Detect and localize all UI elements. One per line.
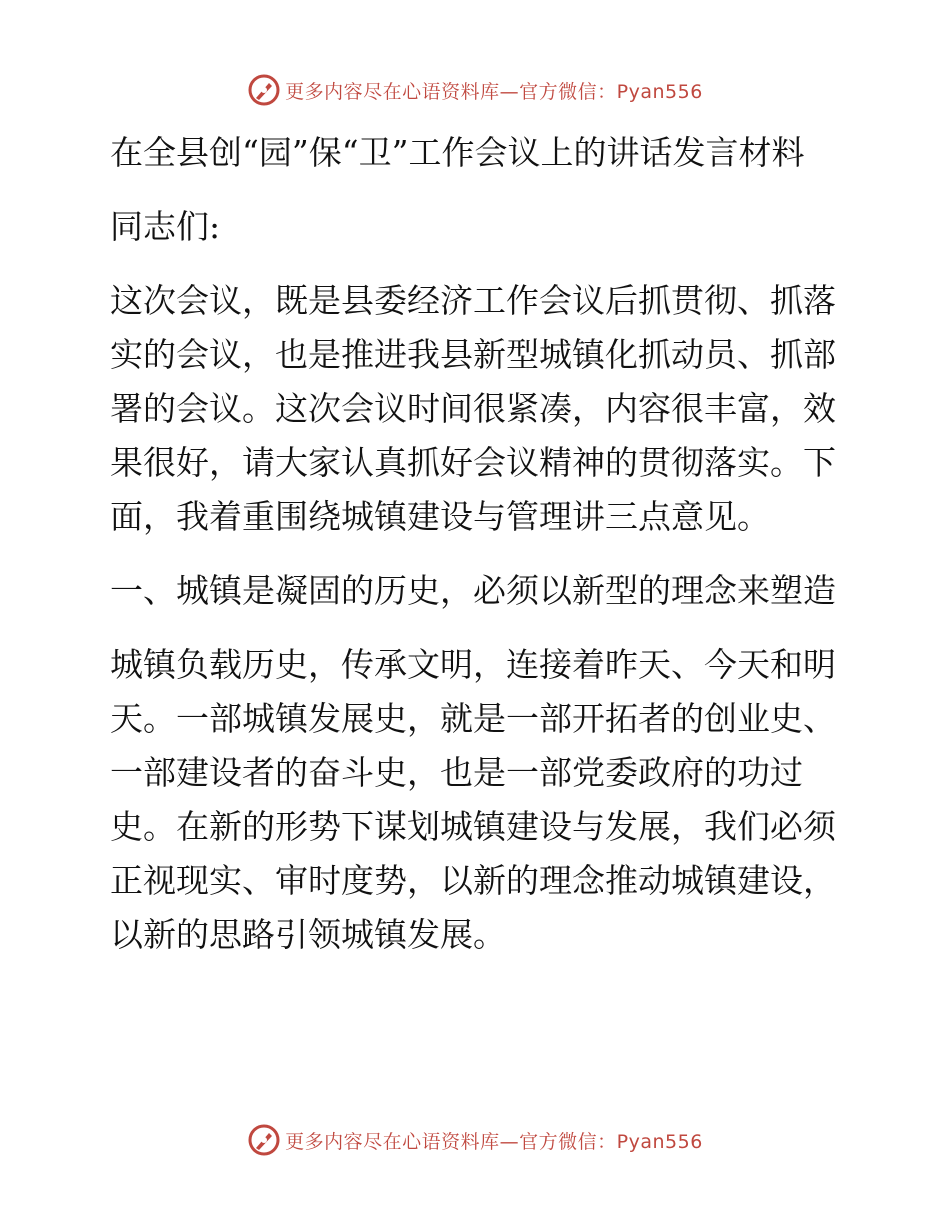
section-heading-1: 一、城镇是凝固的历史，必须以新型的理念来塑造 [110,571,836,610]
pen-circle-logo-icon [247,73,281,107]
document-title: 在全县创“园”保“卫”工作会议上的讲话发言材料 [110,133,805,172]
header-watermark-text: 更多内容尽在心语资料库—官方微信：Pyan556 [285,80,703,103]
footer-watermark-banner [0,1120,950,1160]
paragraph-2: 城镇负载历史，传承文明，连接着昨天、今天和明天。一部城镇发展史，就是一部开拓者的创业史、一部建设者的奋斗史，也是一部党委政府的功过史。在新的形势下谋划城镇建设与发展，我们必须正视现实、审时度势，以新的理念推动城镇建设，以新的思路引领城镇发展。 [110,645,836,954]
header-watermark-banner [0,70,950,110]
greeting: 同志们: [110,207,221,246]
pen-circle-logo-icon [247,1123,281,1157]
paragraph-1: 这次会议，既是县委经济工作会议后抓贯彻、抓落实的会议，也是推进我县新型城镇化抓动员、抓部署的会议。这次会议时间很紧凑，内容很丰富，效果很好，请大家认真抓好会议精神的贯彻落实。下面，我着重围绕城镇建设与管理讲三点意见。 [110,281,836,536]
document-body [98,126,858,962]
footer-watermark-text: 更多内容尽在心语资料库—官方微信：Pyan556 [285,1130,703,1153]
